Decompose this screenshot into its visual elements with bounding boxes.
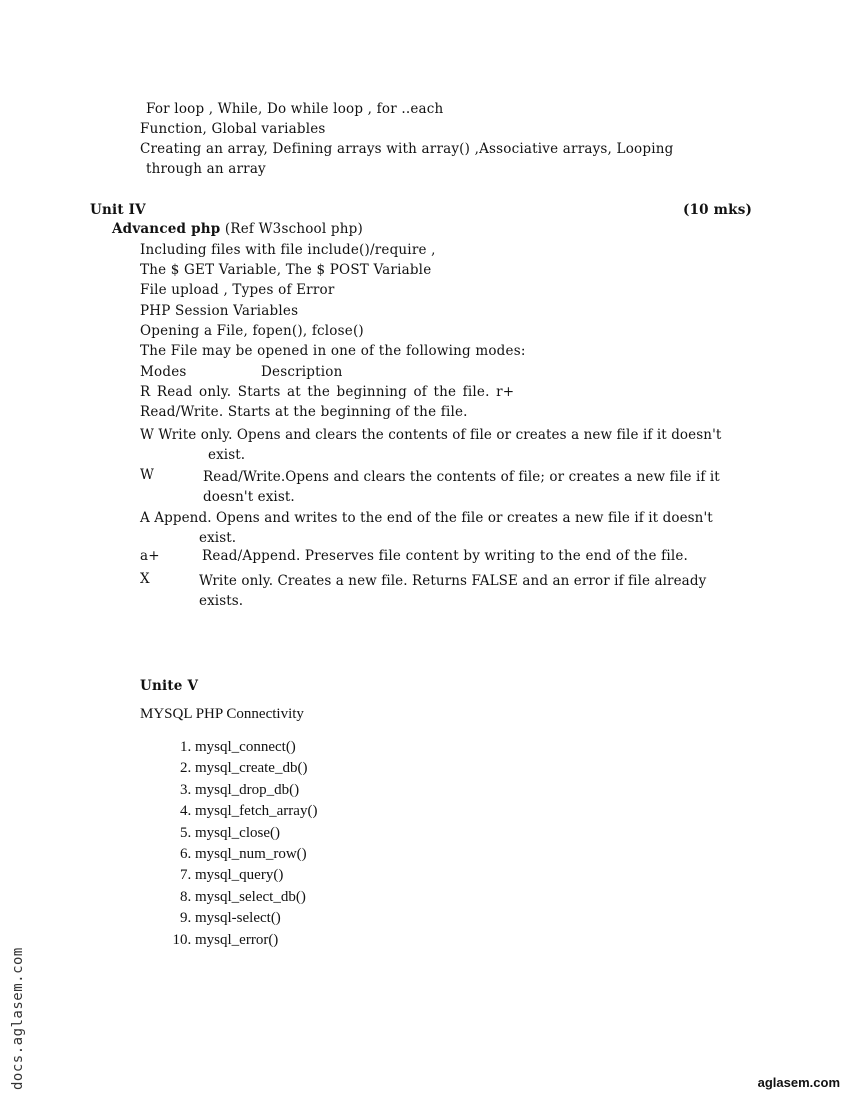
unit4-subtitle-ref: (Ref W3school php) [224, 221, 363, 237]
modes-header-description: Description [261, 364, 343, 380]
list-item: 7. mysql_query() [195, 865, 317, 886]
mode-a [140, 508, 774, 548]
intro-line-functions: Function, Global variables [140, 121, 326, 137]
unit4-subtitle-bold: Advanced php [112, 221, 221, 237]
unit4-line-include: Including files with file include()/require , [140, 242, 436, 258]
modes-header-modes: Modes [140, 364, 187, 380]
mode-a-plus: Read/Append. Preserves file content by writing to the end of the file. [202, 548, 689, 564]
footer-brand: aglasem.com [757, 1075, 840, 1090]
list-item: 3. mysql_drop_db() [195, 780, 317, 801]
intro-line-arrays-cont: through an array [146, 161, 266, 177]
mode-r: R Read only. Starts at the beginning of the file. r+ [140, 384, 515, 400]
unit4-line-get-post: The $ GET Variable, The $ POST Variable [140, 262, 432, 278]
unit4-marks: (10 mks) [683, 202, 753, 218]
mode-w-plus-line1: Read/Write.Opens and clears the contents of file; or creates a new file if it [203, 469, 720, 485]
mode-x [199, 571, 774, 611]
side-watermark: docs.aglasem.com [10, 947, 26, 1090]
list-item: 1. mysql_connect() [195, 737, 317, 758]
mode-w-plus-line2: doesn't exist. [203, 489, 295, 505]
list-item: 9. mysql-select() [195, 908, 317, 929]
unit5-title: Unite V [140, 678, 199, 694]
mode-a-line1: A Append. Opens and writes to the end of the file or creates a new file if it doesn't [140, 510, 713, 526]
mode-w-write-line1: W Write only. Opens and clears the contents of file or creates a new file if it doesn't [140, 427, 722, 443]
intro-line-loops: For loop , While, Do while loop , for ..each [146, 101, 444, 117]
mode-x-line1: Write only. Creates a new file. Returns FALSE and an error if file already [199, 573, 707, 589]
list-item: 10. mysql_error() [195, 930, 317, 951]
mode-w-plus [203, 467, 774, 507]
list-item: 8. mysql_select_db() [195, 887, 317, 908]
mode-a-line2: exist. [199, 530, 237, 546]
mode-w-write [140, 425, 774, 465]
mode-w-plus-key: W [140, 467, 155, 483]
mode-w-write-line2: exist. [208, 447, 246, 463]
unit4-line-session: PHP Session Variables [140, 303, 299, 319]
unit5-heading: MYSQL PHP Connectivity [140, 706, 304, 722]
mysql-function-list [150, 737, 317, 951]
mode-r-plus: Read/Write. Starts at the beginning of the file. [140, 404, 468, 420]
mode-x-key: X [140, 571, 150, 587]
list-item: 4. mysql_fetch_array() [195, 801, 317, 822]
list-item: 2. mysql_create_db() [195, 758, 317, 779]
unit4-subtitle [112, 221, 363, 237]
mode-a-plus-key: a+ [140, 548, 160, 564]
list-item: 6. mysql_num_row() [195, 844, 317, 865]
unit4-title: Unit IV [90, 202, 146, 218]
mode-x-line2: exists. [199, 593, 244, 609]
intro-line-arrays: Creating an array, Defining arrays with array() ,Associative arrays, Looping [140, 141, 674, 157]
unit4-line-modes-intro: The File may be opened in one of the following modes: [140, 343, 526, 359]
list-item: 5. mysql_close() [195, 823, 317, 844]
unit4-line-fopen: Opening a File, fopen(), fclose() [140, 323, 364, 339]
unit4-line-upload: File upload , Types of Error [140, 282, 335, 298]
